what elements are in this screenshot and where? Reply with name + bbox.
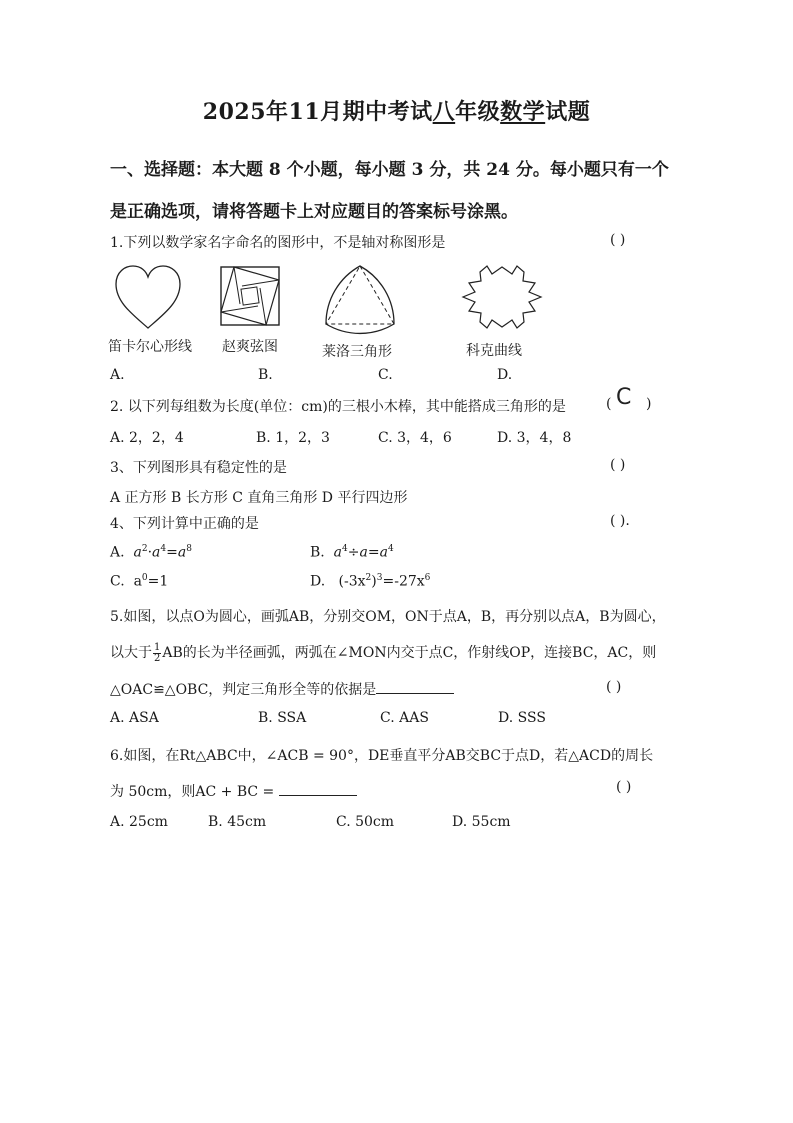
q5-option-a: A. ASA	[110, 710, 159, 726]
q5-option-b: B. SSA	[258, 710, 307, 726]
q1-stem: 1.下列以数学家名字命名的图形中，不是轴对称图形是	[110, 235, 446, 251]
q1-option-d: D.	[497, 367, 513, 383]
title-grade: 八	[432, 99, 456, 125]
q1-caption-c: 莱洛三角形	[322, 344, 392, 360]
q2-handwritten-answer: C	[616, 385, 632, 410]
q6-line2	[110, 781, 357, 801]
title-post: 试题	[545, 99, 591, 125]
q6-option-a: A. 25cm	[110, 814, 168, 830]
title-pre: 2025年11月期中考试	[202, 99, 433, 125]
q1-caption-b: 赵爽弦图	[222, 339, 278, 355]
q5-option-d: D. SSS	[498, 710, 546, 726]
q6-line2-text: 为 50cm，则AC + BC =	[110, 784, 275, 800]
q2-option-b: B. 1，2，3	[256, 430, 330, 446]
q2-option-d: D. 3，4，8	[497, 430, 572, 446]
q4-answer-paren: ( ).	[610, 513, 630, 529]
q4-option-b: B. $a^4\div a=a^4$	[310, 544, 394, 561]
q6-answer-blank	[279, 783, 357, 796]
reuleaux-triangle-icon	[320, 262, 400, 334]
q5-option-c: C. AAS	[380, 710, 429, 726]
q4-option-c: C. $a^0=1$	[110, 573, 169, 590]
q4-option-a-label: A.	[110, 544, 125, 561]
q5-line2-pre: 以大于	[110, 645, 152, 661]
section-heading-line1: 一、选择题：本大题 8 个小题，每小题 3 分，共 24 分。每小题只有一个	[110, 160, 669, 180]
q4-option-c-label: C.	[110, 573, 125, 590]
q3-stem: 3、下列图形具有稳定性的是	[110, 460, 287, 476]
q6-option-d: D. 55cm	[452, 814, 511, 830]
q1-option-c: C.	[378, 367, 393, 383]
q1-option-b: B.	[258, 367, 273, 383]
q3-options: A 正方形 B 长方形 C 直角三角形 D 平行四边形	[110, 490, 408, 506]
q1-caption-d: 科克曲线	[466, 343, 522, 359]
q4-option-a: A. $a^2\cdot a^4=a^8$	[110, 544, 192, 561]
q4-option-d-label: D.	[310, 573, 326, 590]
q5-line1: 5.如图，以点O为圆心，画弧AB，分别交OM，ON于点A，B，再分别以点A，B为圆心，	[110, 609, 666, 625]
q3-answer-paren: ( )	[610, 457, 626, 473]
q4-option-b-label: B.	[310, 544, 325, 561]
section-heading-line2: 是正确选项，请将答题卡上对应题目的答案标号涂黑。	[110, 202, 518, 222]
q4-option-d: D. $(-3x^2)^3=-27x^6$	[310, 573, 431, 590]
q6-option-c: C. 50cm	[336, 814, 395, 830]
title-subject: 数学	[500, 99, 546, 125]
q5-line3-text: △OAC≌△OBC，判定三角形全等的依据是	[110, 682, 377, 698]
koch-snowflake-icon	[457, 262, 547, 332]
q1-answer-paren: ( )	[610, 232, 626, 248]
q2-option-c: C. 3，4，6	[378, 430, 452, 446]
q2-paren-open: (	[606, 396, 612, 412]
q1-option-a: A.	[110, 367, 125, 383]
heart-curve-icon	[112, 262, 184, 332]
zhao-shuang-diagram-icon	[220, 266, 280, 326]
q1-caption-a: 笛卡尔心形线	[108, 339, 192, 355]
q5-line2	[110, 642, 656, 664]
q5-answer-paren: ( )	[606, 679, 622, 695]
q5-line2-post: AB的长为半径画弧，两弧在∠MON内交于点C，作射线OP，连接BC，AC，则	[162, 645, 657, 661]
q2-paren-close: )	[646, 396, 652, 412]
fraction-one-half: $\frac{1}{2}$	[154, 641, 161, 664]
page-title	[0, 95, 793, 126]
q5-answer-blank	[376, 681, 454, 694]
q6-option-b: B. 45cm	[208, 814, 267, 830]
q6-line1: 6.如图，在Rt△ABC中，∠ACB = 90°，DE垂直平分AB交BC于点D，若△ACD的周长	[110, 748, 654, 764]
q4-stem: 4、下列计算中正确的是	[110, 516, 259, 532]
q5-line3	[110, 679, 454, 699]
q2-stem: 2. 以下列每组数为长度(单位：cm)的三根小木棒，其中能搭成三角形的是	[110, 399, 566, 415]
q2-option-a: A. 2，2，4	[110, 430, 184, 446]
q6-answer-paren: ( )	[616, 779, 632, 795]
title-mid: 年级	[455, 99, 501, 125]
